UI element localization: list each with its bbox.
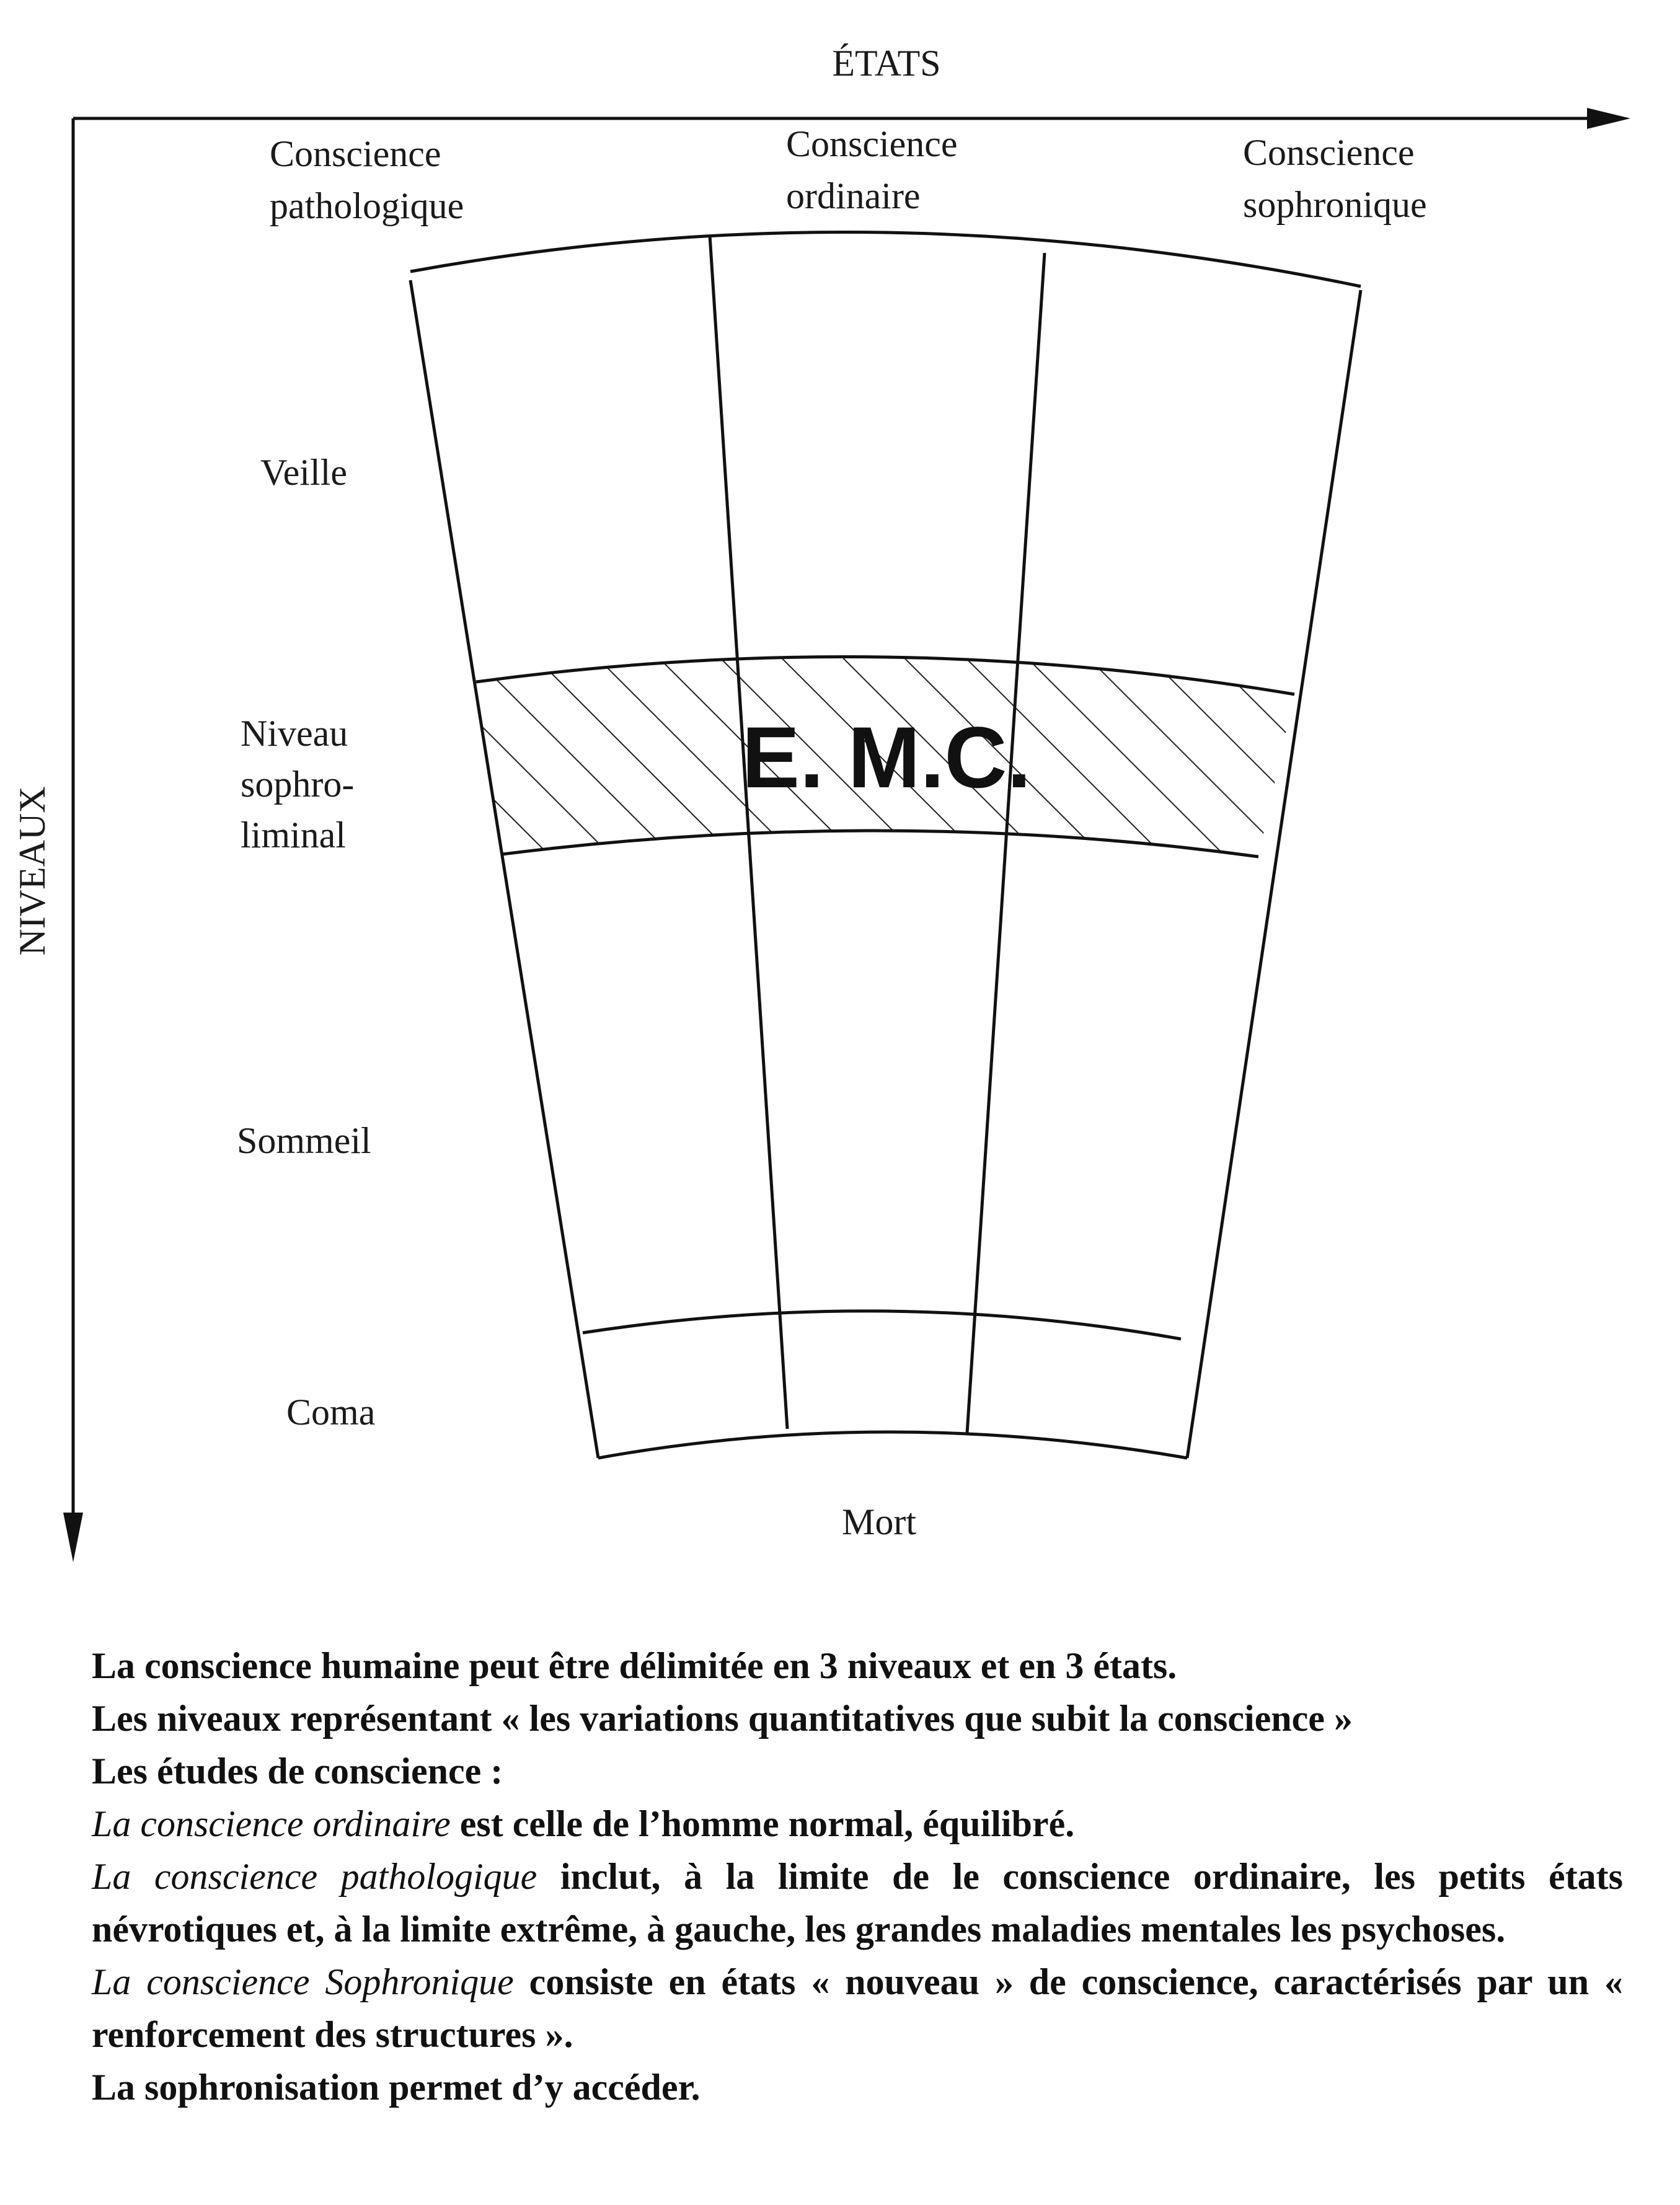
state-sophronique-line2: sophronique: [1243, 184, 1427, 225]
emc-label: E. M.C.: [741, 709, 1032, 806]
divider-right: [967, 253, 1045, 1433]
right-edge: [1187, 290, 1361, 1458]
state-pathologique-line1: Conscience: [270, 133, 441, 174]
state-ordinaire-line2: ordinaire: [786, 175, 921, 216]
caption-sophronique-text: consiste en états « nouveau » de conscience, caractérisés par un « renforcement des structures ».: [92, 1961, 1623, 2055]
bottom-arc: [598, 1432, 1187, 1458]
level-coma: Coma: [286, 1392, 376, 1433]
left-edge: [410, 280, 598, 1458]
levels-axis-label: NIVEAUX: [12, 786, 53, 956]
caption-ordinaire-term: La conscience ordinaire: [92, 1803, 451, 1844]
state-pathologique-line2: pathologique: [270, 185, 464, 226]
level-sophroliminal: [241, 713, 354, 855]
caption-ordinaire: [11, 1798, 1623, 1850]
level-veille: Veille: [260, 452, 347, 493]
caption-line-last: La sophronisation permet d’y accéder.: [92, 2067, 701, 2108]
state-pathologique: [270, 133, 464, 226]
levels-axis: [63, 118, 83, 1562]
coma-line: [583, 1311, 1181, 1339]
bottom-label-mort: Mort: [842, 1501, 916, 1542]
caption-sophronique-term: La conscience Sophronique: [92, 1961, 514, 2002]
level-sophroliminal-line1: Niveau: [241, 713, 348, 754]
caption-ordinaire-text: est celle de l’homme normal, équilibré.: [450, 1803, 1075, 1844]
caption-pathologique: [11, 1850, 1623, 1956]
arrow-down-icon: [63, 1513, 83, 1562]
caption: [11, 1640, 1623, 2114]
state-ordinaire: [786, 123, 958, 216]
state-sophronique-line1: Conscience: [1243, 132, 1415, 173]
arrow-right-icon: [1587, 108, 1630, 129]
level-sophroliminal-line2: sophro-: [241, 764, 355, 805]
state-ordinaire-line1: Conscience: [786, 123, 958, 164]
caption-line-2: Les niveaux représentant « les variations quantitatives que subit la conscience »: [92, 1698, 1353, 1739]
states-axis-label: ÉTATS: [832, 43, 941, 84]
state-sophronique: [1243, 132, 1427, 225]
level-sommeil: Sommeil: [237, 1120, 371, 1161]
caption-pathologique-term: La conscience pathologique: [92, 1856, 537, 1897]
top-arc: [410, 232, 1361, 286]
caption-line-1: La conscience humaine peut être délimitée en 3 niveaux et en 3 états.: [92, 1645, 1177, 1686]
caption-line-3: Les études de conscience :: [92, 1751, 503, 1792]
caption-pathologique-text: inclut, à la limite de le conscience ordinaire, les petits états névrotiques et, à la limite extrême, à gauche, les grandes maladies mentales les psychoses.: [92, 1856, 1623, 1950]
level-sophroliminal-line3: liminal: [241, 815, 346, 855]
caption-sophronique: [11, 1956, 1623, 2061]
